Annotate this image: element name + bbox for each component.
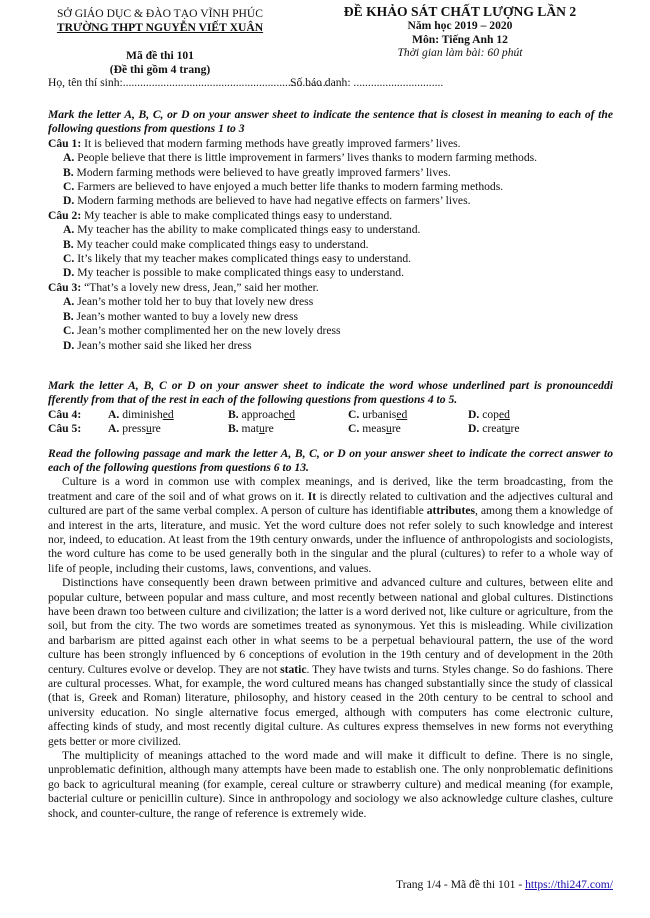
header-left bbox=[40, 7, 280, 76]
page-footer bbox=[396, 878, 613, 892]
option-text: Modern farming methods were believed to have greatly improved farmers’ lives. bbox=[76, 165, 451, 179]
word-part: approach bbox=[241, 407, 285, 421]
answer-option bbox=[48, 295, 613, 309]
highlighted-word: static bbox=[280, 662, 307, 676]
passage-text: The multiplicity of meanings attached to the word made and will make it difficult to define. There is no single, unproblematic definition, although many attempts have been made to establish one. The only nonproblematic definitions go back to agricultural meaning (for example, cereal culture or strawberry culture) and medical meaning (for example, bacterial culture or penicillin culture). Since in anthropology and sociology we also acknowledge culture clashes, culture shock, and counter-culture, the range of reference is extremely wide. bbox=[48, 749, 613, 820]
option-letter: D. bbox=[468, 407, 480, 421]
question-3 bbox=[48, 281, 613, 295]
candidate-id-field: Số báo danh: ............................... bbox=[290, 76, 444, 89]
question-5 bbox=[48, 422, 613, 436]
underlined-part: ed bbox=[162, 407, 174, 421]
option-letter: C. bbox=[63, 180, 75, 194]
option-letter: C. bbox=[63, 252, 75, 266]
word-part: re bbox=[391, 422, 401, 436]
answer-option bbox=[48, 266, 613, 280]
section2-questions bbox=[48, 408, 613, 437]
word-part: re bbox=[151, 422, 161, 436]
passage-paragraph-1 bbox=[48, 475, 613, 576]
passage-text: is directly related to cultivation and the adjectives cultural and cultured are part of the same verbal complex. A person of culture has identifiable bbox=[48, 489, 613, 518]
answer-option bbox=[468, 422, 588, 436]
option-letter: D. bbox=[63, 338, 75, 352]
answer-option bbox=[48, 339, 613, 353]
option-letter: B. bbox=[228, 407, 239, 421]
word-part: press bbox=[122, 422, 147, 436]
passage-text: . They have twists and turns. Styles change. So do fashions. There are cultural processes. What, for example, the word cultured means has changed substantially since the study of classical (that is, Greek and Roman) literature, philosophy, and history ceased in the 20th century to be central to school and university education. No single alternative focus emerged, although with computers has come electronic culture, affecting kinds of study, and most recently digital culture. As cultures express themselves in new forms not everything gets better or more civilized. bbox=[48, 662, 614, 748]
word-part: creat bbox=[482, 422, 505, 436]
school-year: Năm học 2019 – 2020 bbox=[407, 19, 513, 32]
question-2 bbox=[48, 209, 613, 223]
school-name: TRƯỜNG THPT NGUYỄN VIẾT XUÂN bbox=[56, 21, 264, 34]
option-letter: A. bbox=[63, 151, 75, 165]
option-letter: B. bbox=[63, 237, 74, 251]
option-text: People believe that there is little improvement in farmers’ lives thanks to modern farming methods. bbox=[77, 151, 538, 165]
underlined-part: ed bbox=[396, 407, 408, 421]
underlined-part: u bbox=[504, 422, 511, 436]
word-part: re bbox=[510, 422, 520, 436]
word-part: diminish bbox=[122, 407, 163, 421]
option-letter: D. bbox=[63, 194, 75, 208]
passage-text: , among them a knowledge of and interest in the arts, literature, and music. Yet the word culture does not refer solely to such knowledge and interest nor, indeed, to education. At least from the 19th century onwards, under the influence of anthropologists and sociologists, the word culture has come to be used generally both in the singular and the plural (cultures) to refer to a whole way of life of people, including their customs, laws, conventions, and values. bbox=[48, 504, 613, 575]
passage-paragraph-2 bbox=[48, 576, 613, 749]
option-letter: C. bbox=[348, 422, 360, 436]
footer-text: Trang 1/4 - Mã đề thi 101 - bbox=[396, 878, 526, 891]
section1-questions bbox=[48, 137, 613, 353]
underlined-part: u bbox=[258, 422, 265, 436]
option-letter: D. bbox=[63, 266, 75, 280]
department-name: SỞ GIÁO DỤC & ĐÀO TẠO VĨNH PHÚC bbox=[56, 7, 263, 20]
answer-option bbox=[108, 408, 228, 422]
option-letter: A. bbox=[108, 407, 120, 421]
passage-text: Distinctions have consequently been drawn between primitive and advanced culture and cultures, between elite and popular culture, between popular and mass culture, and most recently between national and global cultures. Distinctions have been drawn too between culture and civilization; the latter is a word derived not, like culture or agriculture, from the soil, but from the city. The two words are sometimes treated as synonymous. Yet this is misleading. While civilization and barbarism are pitted against each other in what seems to be a perpetual behavioural pattern, the use of the word culture has been strongly influenced by 6 conceptions of evolution in the 19th century and of development in the 20th century. Cultures evolve or develop. They are not bbox=[48, 576, 613, 676]
answer-option bbox=[228, 408, 348, 422]
section1-instruction: Mark the letter A, B, C, or D on your answer sheet to indicate the sentence that is closest in meaning to each of the following questions from questions 1 to 3 bbox=[48, 108, 613, 136]
option-letter: C. bbox=[63, 324, 75, 338]
question-1 bbox=[48, 137, 613, 151]
option-letter: D. bbox=[468, 422, 480, 436]
answer-option bbox=[48, 151, 613, 165]
section3-instruction: Read the following passage and mark the letter A, B, C, or D on your answer sheet to indicate the correct answer to each of the following questions from questions 6 to 13. bbox=[48, 446, 613, 474]
answer-option bbox=[108, 422, 228, 436]
option-text: Jean’s mother told her to buy that lovely new dress bbox=[77, 295, 314, 309]
option-text: Jean’s mother wanted to buy a lovely new dress bbox=[76, 309, 299, 323]
underlined-part: ed bbox=[284, 407, 295, 421]
passage-paragraph-3 bbox=[48, 749, 613, 821]
answer-option bbox=[348, 408, 468, 422]
question-number: Câu 2: bbox=[48, 208, 82, 222]
word-part: cop bbox=[482, 407, 499, 421]
reading-passage bbox=[48, 475, 613, 821]
question-number: Câu 1: bbox=[48, 136, 82, 150]
underlined-part: u bbox=[386, 422, 392, 436]
option-text: Farmers are believed to have enjoyed a much better life thanks to modern farming methods. bbox=[77, 180, 504, 194]
option-letter: A. bbox=[108, 422, 120, 436]
header-right bbox=[320, 4, 600, 60]
option-letter: B. bbox=[63, 165, 74, 179]
exam-content bbox=[48, 108, 613, 821]
question-stem: It is believed that modern farming methods have greatly improved farmers’ lives. bbox=[84, 136, 461, 150]
option-text: Jean’s mother said she liked her dress bbox=[77, 338, 252, 352]
highlighted-word: It bbox=[307, 489, 317, 503]
section2-instruction: Mark the letter A, B, C or D on your answer sheet to indicate the word whose underlined part is pronounceddi fferently from that of the rest in each of the following questions from questions 4 to 5. bbox=[48, 378, 613, 407]
page-count: (Đề thi gồm 4 trang) bbox=[109, 62, 211, 76]
option-letter: B. bbox=[228, 422, 239, 436]
option-letter: C. bbox=[348, 407, 360, 421]
option-text: My teacher is possible to make complicated things easy to understand. bbox=[77, 266, 404, 280]
underlined-part: ed bbox=[498, 407, 510, 421]
question-stem: “That’s a lovely new dress, Jean,” said her mother. bbox=[84, 280, 319, 294]
answer-option bbox=[468, 408, 588, 422]
option-letter: B. bbox=[63, 309, 74, 323]
answer-option bbox=[48, 310, 613, 324]
answer-option bbox=[228, 422, 348, 436]
answer-option bbox=[48, 194, 613, 208]
question-4 bbox=[48, 408, 613, 422]
underlined-part: u bbox=[146, 422, 152, 436]
option-text: Jean’s mother complimented her on the new lovely dress bbox=[77, 324, 341, 338]
option-text: Modern farming methods are believed to have had negative effects on farmers’ lives. bbox=[77, 194, 471, 208]
word-part: re bbox=[264, 422, 274, 436]
exam-title: ĐỀ KHẢO SÁT CHẤT LƯỢNG LẦN 2 bbox=[343, 4, 577, 19]
question-number: Câu 5: bbox=[48, 422, 82, 436]
option-letter: A. bbox=[63, 295, 75, 309]
answer-option bbox=[48, 223, 613, 237]
answer-option bbox=[48, 238, 613, 252]
highlighted-word: attributes bbox=[426, 504, 476, 518]
candidate-name-field: Họ, tên thí sinh:....................................................................... bbox=[48, 76, 329, 89]
passage-text: Culture is a word in common use with complex meanings, and is derived, like the term broadcasting, from the treatment and care of the soil and of what grows on it. bbox=[48, 475, 613, 503]
option-text: My teacher has the ability to make complicated things easy to understand. bbox=[77, 223, 421, 237]
candidate-info bbox=[48, 76, 444, 90]
word-part: meas bbox=[362, 422, 387, 436]
answer-option bbox=[48, 180, 613, 194]
answer-option bbox=[348, 422, 468, 436]
answer-option bbox=[48, 252, 613, 266]
question-number: Câu 3: bbox=[48, 280, 82, 294]
answer-option bbox=[48, 324, 613, 338]
exam-code: Mã đề thi 101 bbox=[126, 49, 194, 62]
option-text: My teacher could make complicated things easy to understand. bbox=[76, 237, 369, 251]
subject: Môn: Tiếng Anh 12 bbox=[412, 32, 508, 46]
word-part: urbanis bbox=[362, 407, 397, 421]
option-letter: A. bbox=[63, 223, 75, 237]
duration: Thời gian làm bài: 60 phút bbox=[397, 46, 523, 59]
question-stem: My teacher is able to make complicated things easy to understand. bbox=[84, 208, 393, 222]
option-text: It’s likely that my teacher makes complicated things easy to understand. bbox=[77, 252, 412, 266]
question-number: Câu 4: bbox=[48, 407, 82, 421]
word-part: mat bbox=[241, 422, 259, 436]
answer-option bbox=[48, 166, 613, 180]
footer-link[interactable]: https://thi247.com/ bbox=[525, 878, 613, 891]
